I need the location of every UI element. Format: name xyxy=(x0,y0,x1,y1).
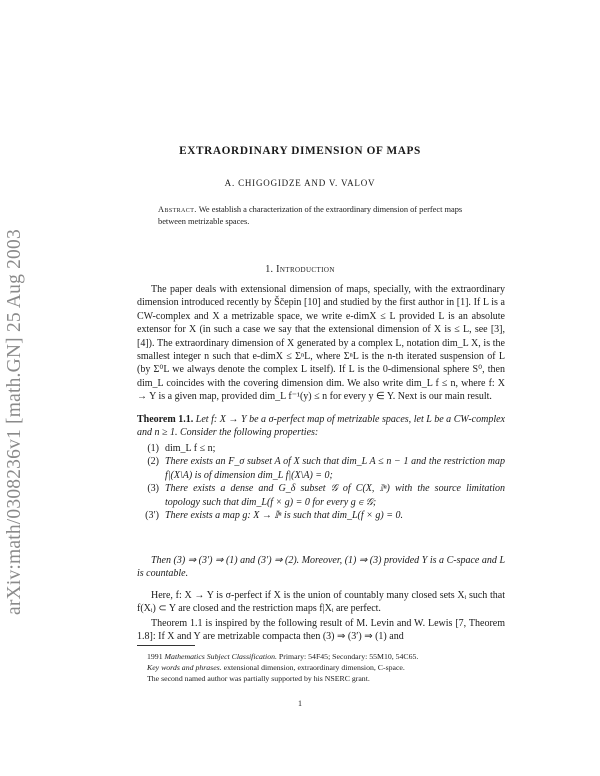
section-number: 1. xyxy=(265,264,274,275)
abstract-text: We establish a characterization of the extraordinary dimension of perfect maps between metrizable spaces. xyxy=(158,205,463,226)
classification-label: Mathematics Subject Classification. xyxy=(164,652,277,661)
arxiv-identifier[interactable]: arXiv:math/0308236v1 [math.GN] 25 Aug 2003 xyxy=(4,229,25,615)
inspiration-paragraph: Theorem 1.1 is inspired by the following result of M. Levin and W. Lewis [7, Theorem 1.8]: If X and Y are metrizable compacta then (3) ⇒ (3′) ⇒ (1) and xyxy=(137,618,505,643)
theorem-conclusion-line: Then (3) ⇒ (3′) ⇒ (1) and (3′) ⇒ (2). Moreover, (1) ⇒ (3) provided Y is a xyxy=(151,555,445,566)
theorem-properties xyxy=(137,442,505,522)
definition-paragraph: Here, f: X → Y is σ-perfect if X is the union of countably many closed sets Xᵢ such that f(Xᵢ) ⊂ Y are closed and the restriction maps f|Xᵢ are perfect. xyxy=(137,590,505,615)
property-text: dim_L f ≤ n; xyxy=(165,443,216,454)
keywords-label: Key words and phrases. xyxy=(147,663,222,673)
page-number: 1 xyxy=(298,699,302,708)
property-item xyxy=(137,509,505,522)
property-text: There exists an F_σ subset A of X such that dim_L A ≤ n − 1 and the restriction map f|(X\A) is of dimension dim_L f|(X\A) = 0; xyxy=(165,456,505,481)
intro-paragraph: The paper deals with extensional dimension of maps, specially, with the extraordinary dimension introduced recently by Ščepin [10] and studied by the first author in [1]. If L is a CW-complex and X a metrizable space, we write e-dimX ≤ L provided L is an absolute extensor for X (in such a case we say that the extensional dimension of X is ≤ L, see [3], [4]). The extraordinary dimension of X generated by a complex L, notation dim_L X, is the smallest integer n such that e-dimX ≤ ΣⁿL, where ΣⁿL is the n-th iterated suspension of L (by Σ⁰L we always denote the complex L itself). If L is the 0-dimensional sphere S⁰, then dim_L coincides with the covering dimension dim. We also write dim_L f ≤ n, where f: X → Y is a given map, provided dim_L f⁻¹(y) ≤ n for every y ∈ Y. Next is our main result. xyxy=(137,284,505,403)
property-number: (2) xyxy=(147,456,159,468)
theorem-conclusion-end: C-space and L is countable. xyxy=(137,555,506,580)
theorem-conclusion xyxy=(137,554,505,581)
classification-codes: Primary: 54F45; Secondary: 55M10, 54C65. xyxy=(278,652,419,661)
property-text: There exists a dense and G_δ subset 𝒢 of C(X, 𝕀ⁿ) with the source limitation topology such that dim_L(f × g) = 0 for every g ∈ 𝒢; xyxy=(165,483,505,508)
theorem-text: Let f: X → Y be a σ-perfect map of metrizable spaces, let L be a CW-complex and n ≥ 1. Consider the following properties: xyxy=(137,414,505,439)
keywords-text: extensional dimension, extraordinary dimension, C-space. xyxy=(223,663,405,673)
theorem-statement xyxy=(137,413,505,440)
property-number: (3′) xyxy=(145,510,159,522)
property-item xyxy=(137,442,505,455)
theorem-label: Theorem 1.1. xyxy=(137,414,194,425)
footnotes xyxy=(137,651,505,685)
paper-title: EXTRAORDINARY DIMENSION OF MAPS xyxy=(179,145,421,157)
abstract-label: Abstract. xyxy=(158,205,197,214)
footnote-keywords xyxy=(137,662,505,673)
section-title: Introduction xyxy=(276,264,335,275)
classification-year: 1991 xyxy=(147,652,163,661)
paper-authors: A. CHIGOGIDZE AND V. VALOV xyxy=(224,178,376,188)
footnote-rule xyxy=(137,645,195,646)
footnote-classification xyxy=(137,651,505,662)
footnote-support: The second named author was partially supported by his NSERC grant. xyxy=(147,674,370,684)
property-number: (1) xyxy=(147,443,159,454)
property-item xyxy=(137,482,505,509)
property-number: (3) xyxy=(147,483,159,495)
abstract xyxy=(158,204,488,227)
property-text: There exists a map g: X → 𝕀ⁿ is such that dim_L(f × g) = 0. xyxy=(165,510,403,522)
property-item xyxy=(137,455,505,482)
section-heading xyxy=(0,264,600,275)
